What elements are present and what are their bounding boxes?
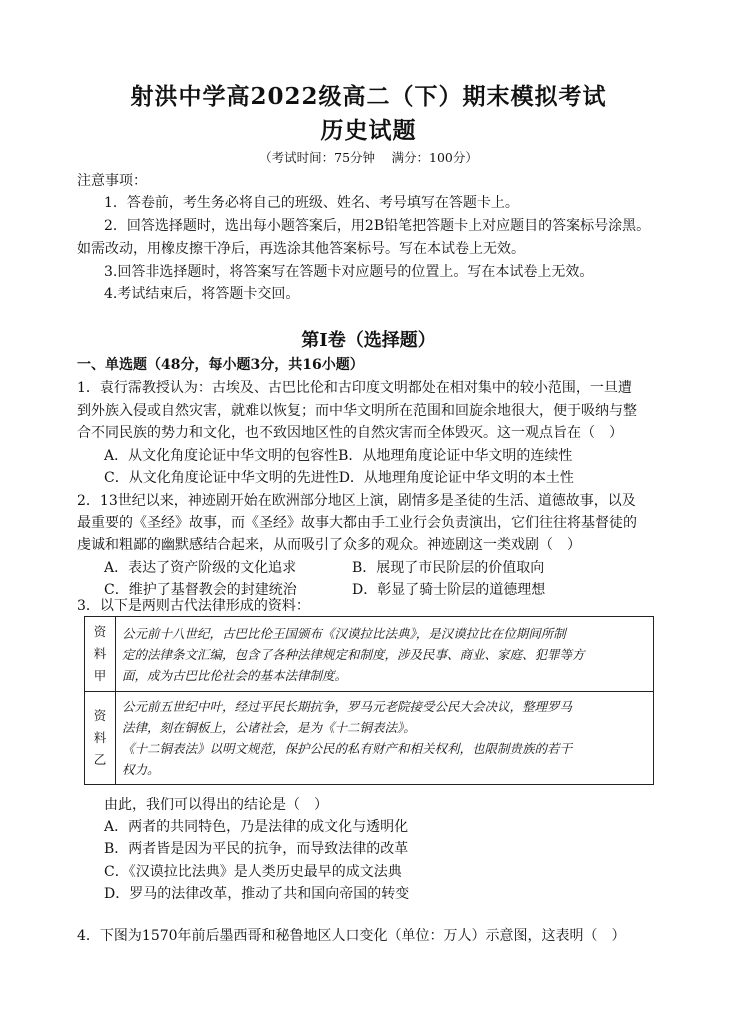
q2-stem: 最重要的《圣经》故事，而《圣经》故事大都由手工业行会负责演出，它们往往将基督徒的 xyxy=(77,515,637,531)
material-text: 公元前五世纪中叶，经过平民长期抗争，罗马元老院接受公民大会决议，整理罗马 法律，刻在铜板上，公诸社会，是为《十二铜表法》。 《十二铜表法》以明文规范，保护公民的私有财产和相关权利，也限制贵族的若干 权力。 xyxy=(116,692,654,785)
notice-heading: 注意事项： xyxy=(77,173,147,189)
material-label: 资 料 甲 xyxy=(85,617,116,692)
q1-option: C．从文化角度论证中华文明的先进性D．从地理角度论证中华文明的本土性 xyxy=(104,470,574,486)
q3-question: 由此，我们可以得出的结论是（ ） xyxy=(104,797,328,813)
q3-option: D．罗马的法律改革，推动了共和国向帝国的转变 xyxy=(104,886,410,902)
notice-item: 4.考试结束后，将答题卡交回。 xyxy=(104,286,300,302)
q2-option-c: C．维护了基督教会的封建统治 xyxy=(104,582,297,598)
q1-stem: 1．袁行霈教授认为：古埃及、古巴比伦和古印度文明都处在相对集中的较小范围，一旦遭 xyxy=(77,380,632,396)
exam-subject: 历史试题 xyxy=(320,117,417,144)
part-heading: 一、单选题（48分，每小题3分，共16小题） xyxy=(77,357,364,373)
material-label: 资 料 乙 xyxy=(85,692,116,785)
q3-materials-table xyxy=(84,616,654,785)
notice-item: 2．回答选择题时，选出每小题答案后，用2B铅笔把答题卡上对应题目的答案标号涂黑。 xyxy=(104,218,651,234)
q3-option: B．两者皆是因为平民的抗争，而导致法律的改革 xyxy=(104,841,409,857)
q2-option-b: B．展现了市民阶层的价值取向 xyxy=(352,560,545,576)
exam-title: 射洪中学高2022级高二（下）期末模拟考试 xyxy=(130,83,607,110)
q3-option: A．两者的共同特色，乃是法律的成文化与透明化 xyxy=(104,819,409,835)
section-title: 第Ⅰ卷（选择题） xyxy=(301,330,436,351)
material-row-b xyxy=(85,692,654,785)
q2-stem: 虔诚和粗鄙的幽默感结合起来，从而吸引了众多的观众。神迹剧这一类戏剧（ ） xyxy=(77,537,581,553)
notice-item: 如需改动，用橡皮擦干净后，再选涂其他答案标号。写在本试卷上无效。 xyxy=(77,241,525,257)
q1-option: A．从文化角度论证中华文明的包容性B．从地理角度论证中华文明的连续性 xyxy=(104,448,573,464)
q1-stem: 到外族入侵或自然灾害，就难以恢复；而中华文明所在范围和回旋余地很大，便于吸纳与整 xyxy=(77,403,637,419)
q3-stem: 3．以下是两则古代法律形成的资料： xyxy=(77,598,310,614)
exam-meta: （考试时间：75分钟 满分：100分） xyxy=(259,150,478,165)
q3-option: C．《汉谟拉比法典》是人类历史最早的成文法典 xyxy=(104,864,402,880)
q2-option-d: D．彰显了骑士阶层的道德理想 xyxy=(352,582,546,598)
q2-stem: 2．13世纪以来，神迹剧开始在欧洲部分地区上演，剧情多是圣徒的生活、道德故事，以及 xyxy=(77,493,636,509)
q2-option-a: A．表达了资产阶级的文化追求 xyxy=(104,560,297,576)
q1-stem: 合不同民族的势力和文化，也不致因地区性的自然灾害而全体毁灭。这一观点旨在（ ） xyxy=(77,425,623,441)
notice-item: 1．答卷前，考生务必将自己的班级、姓名、考号填写在答题卡上。 xyxy=(104,195,519,211)
material-row-a xyxy=(85,617,654,692)
material-text: 公元前十八世纪，古巴比伦王国颁布《汉谟拉比法典》，是汉谟拉比在位期间所制 定的法律条文汇编，包含了各种法律规定和制度，涉及民事、商业、家庭、犯罪等方 面，成为古巴比伦社会的基本法律制度。 xyxy=(116,617,654,692)
notice-item: 3.回答非选择题时，将答案写在答题卡对应题号的位置上。写在本试卷上无效。 xyxy=(104,264,594,280)
q4-stem: 4．下图为1570年前后墨西哥和秘鲁地区人口变化（单位：万人）示意图，这表明（ ） xyxy=(77,928,626,944)
